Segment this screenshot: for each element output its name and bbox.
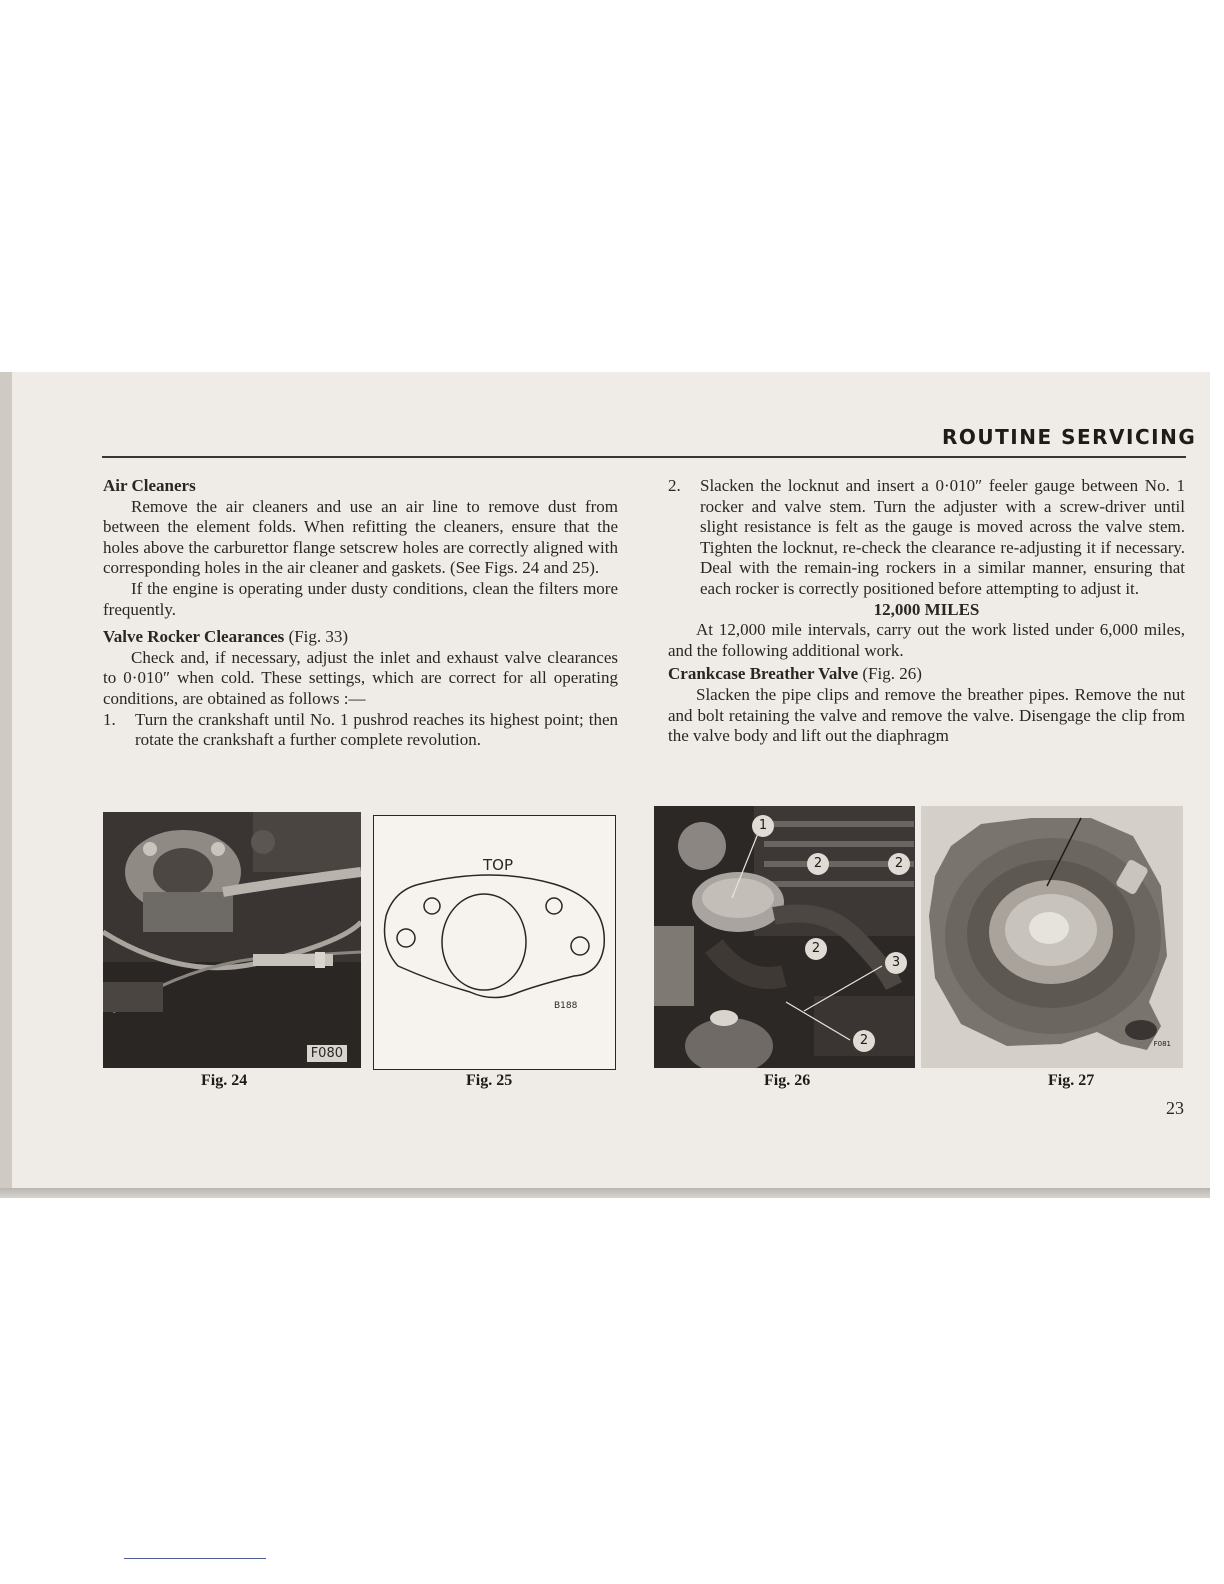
left-column	[103, 476, 618, 751]
top-label: TOP	[483, 856, 514, 874]
figure-24-photo	[103, 812, 361, 1068]
callout-2c: 2	[805, 938, 827, 960]
page-number: 23	[1166, 1098, 1184, 1118]
diaphragm-photo-illustration	[921, 806, 1183, 1068]
figure-26-photo	[654, 806, 915, 1068]
figure-25-drawing	[373, 815, 616, 1070]
breather-heading: Crankcase Breather Valve	[668, 664, 859, 684]
figure-27-code: F081	[1153, 1040, 1171, 1048]
figure-25-caption: Fig. 25	[466, 1072, 513, 1089]
callout-2a: 2	[807, 853, 829, 875]
step-1-number: 1.	[103, 709, 116, 729]
air-cleaners-paragraph-1: Remove the air cleaners and use an air line to remove dust from between the element folds. When refitting the cleaners, ensure that the holes above the carburettor flange setscrew holes are correctly aligned with corresponding holes in the air cleaner and gaskets. (See Figs. 24 and 25).	[103, 496, 618, 578]
valve-rocker-heading: Valve Rocker Clearances	[103, 627, 285, 647]
callout-2b: 2	[888, 853, 910, 875]
figure-25-code: B188	[554, 1001, 578, 1011]
carburettor-photo-illustration	[103, 812, 361, 1068]
breather-heading-line	[668, 664, 1185, 685]
callout-3: 3	[885, 952, 907, 974]
breather-valve-photo-illustration	[654, 806, 915, 1068]
step-1	[103, 710, 618, 751]
step-2	[668, 476, 1185, 600]
figure-24-code: F080	[305, 1043, 349, 1064]
step-2-number: 2.	[668, 476, 681, 495]
header-rule	[102, 456, 1186, 458]
step-2-text: Slacken the locknut and insert a 0·010″ feeler gauge between No. 1 rocker and valve stem. Turn the adjuster with a screw-driver until slight resistance is felt as the gauge is moved across the valve stem. Tighten the locknut, re-check the clearance re-adjusting it if necessary. Deal with the remain-ing rockers in a similar manner, ensuring that each rocker is correctly positioned before attempting to adjust it.	[700, 476, 1185, 598]
air-cleaners-paragraph-2: If the engine is operating under dusty conditions, clean the filters more frequently.	[103, 578, 618, 619]
breather-paragraph: Slacken the pipe clips and remove the breather pipes. Remove the nut and bolt retaining the valve and remove the valve. Disengage the clip from the valve body and lift out the diaphragm	[668, 684, 1185, 746]
valve-rocker-paragraph: Check and, if necessary, adjust the inlet and exhaust valve clearances to 0·010″ when cold. These settings, which are correct for all operating conditions, are obtained as follows :—	[103, 647, 618, 708]
callout-2d: 2	[853, 1030, 875, 1052]
section-header: ROUTINE SERVICING	[942, 425, 1197, 449]
valve-rocker-heading-ref: (Fig. 33)	[288, 627, 349, 647]
callout-1: 1	[752, 815, 774, 837]
valve-rocker-heading-line	[103, 627, 618, 648]
figure-27-caption: Fig. 27	[1048, 1072, 1095, 1089]
step-1-text: Turn the crankshaft until No. 1 pushrod reaches its highest point; then rotate the crankshaft a further complete revolution.	[135, 709, 618, 750]
gasket-outline	[374, 816, 614, 1068]
miles-heading: 12,000 MILES	[873, 599, 980, 619]
footer-line	[124, 1558, 266, 1559]
page-edge	[0, 1188, 1210, 1198]
right-column	[668, 476, 1185, 747]
figure-24-caption: Fig. 24	[201, 1072, 248, 1089]
figure-26-caption: Fig. 26	[764, 1072, 811, 1089]
figure-27-photo	[921, 806, 1183, 1068]
breather-heading-ref: (Fig. 26)	[862, 664, 922, 684]
air-cleaners-heading: Air Cleaners	[103, 476, 196, 495]
miles-paragraph: At 12,000 mile intervals, carry out the work listed under 6,000 miles, and the following additional work.	[668, 620, 1185, 660]
